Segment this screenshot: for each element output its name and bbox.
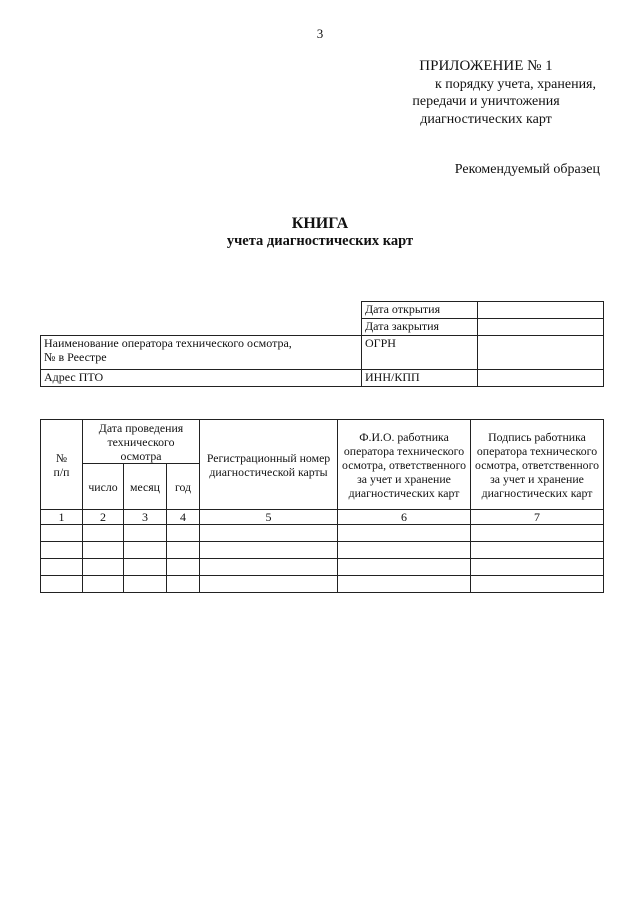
table-row xyxy=(41,542,604,559)
appendix-title: ПРИЛОЖЕНИЕ № 1 xyxy=(419,58,553,74)
inn-kpp-label: ИНН/КПП xyxy=(362,370,478,387)
table-cell[interactable] xyxy=(41,576,83,593)
table-cell[interactable] xyxy=(471,559,604,576)
table-cell[interactable] xyxy=(167,525,200,542)
appendix-line-2: передачи и уничтожения xyxy=(412,94,560,109)
table-cell[interactable] xyxy=(41,542,83,559)
inn-kpp-value[interactable] xyxy=(478,370,604,387)
page-number: 3 xyxy=(316,26,324,41)
table-cell[interactable] xyxy=(41,559,83,576)
col-header-day: число xyxy=(83,464,124,510)
table-cell[interactable] xyxy=(471,576,604,593)
appendix-line-3: диагностических карт xyxy=(420,111,552,127)
col-header-fio: Ф.И.О. работника оператора технического осмотра, ответственного за учет и хранение диагностических карт xyxy=(338,420,471,510)
table-row xyxy=(41,525,604,542)
col-header-month: месяц xyxy=(124,464,167,510)
open-date-label: Дата открытия xyxy=(362,302,478,319)
table-cell[interactable] xyxy=(167,542,200,559)
table-cell[interactable] xyxy=(124,542,167,559)
table-cell[interactable] xyxy=(200,525,338,542)
col-header-number-pp: п/п xyxy=(53,464,70,479)
table-cell[interactable] xyxy=(471,542,604,559)
table-cell[interactable] xyxy=(200,576,338,593)
col-number-3: 3 xyxy=(124,510,167,525)
close-date-label: Дата закрытия xyxy=(362,319,478,336)
col-header-reg-number: Регистрационный номер диагностической карты xyxy=(200,420,338,510)
sample-label: Рекомендуемый образец xyxy=(454,162,600,177)
col-number-5: 5 xyxy=(200,510,338,525)
address-label: Адрес ПТО xyxy=(41,370,362,387)
operator-name-cell[interactable] xyxy=(41,336,362,370)
col-number-4: 4 xyxy=(167,510,200,525)
table-cell[interactable] xyxy=(83,576,124,593)
col-number-1: 1 xyxy=(41,510,83,525)
table-cell[interactable] xyxy=(338,542,471,559)
appendix-line-1: к порядку учета, хранения, xyxy=(434,76,596,92)
col-header-number-sign: № xyxy=(55,450,68,465)
table-cell[interactable] xyxy=(200,559,338,576)
info-blank-cell xyxy=(41,319,362,336)
open-date-value[interactable] xyxy=(478,302,604,319)
col-header-year: год xyxy=(167,464,200,510)
table-row xyxy=(41,559,604,576)
col-number-6: 6 xyxy=(338,510,471,525)
table-row xyxy=(41,576,604,593)
table-cell[interactable] xyxy=(83,542,124,559)
table-cell[interactable] xyxy=(83,559,124,576)
col-header-date-group: Дата проведения технического осмотра xyxy=(83,420,200,464)
table-cell[interactable] xyxy=(124,525,167,542)
registry-number-label: № в Реестре xyxy=(44,350,107,364)
table-cell[interactable] xyxy=(83,525,124,542)
book-title: КНИГА xyxy=(291,215,349,232)
table-cell[interactable] xyxy=(167,559,200,576)
col-header-number xyxy=(41,420,83,510)
info-blank-cell xyxy=(41,302,362,319)
book-subtitle: учета диагностических карт xyxy=(226,233,414,249)
operator-name-label: Наименование оператора технического осмотра, xyxy=(44,336,292,350)
table-cell[interactable] xyxy=(167,576,200,593)
diagnostic-cards-table xyxy=(40,419,604,593)
col-header-signature: Подпись работника оператора технического осмотра, ответственного за учет и хранение диагностических карт xyxy=(471,420,604,510)
appendix-block xyxy=(376,58,596,128)
table-cell[interactable] xyxy=(338,525,471,542)
table-cell[interactable] xyxy=(471,525,604,542)
table-cell[interactable] xyxy=(200,542,338,559)
table-cell[interactable] xyxy=(338,576,471,593)
close-date-value[interactable] xyxy=(478,319,604,336)
table-cell[interactable] xyxy=(41,525,83,542)
table-cell[interactable] xyxy=(124,576,167,593)
ogrn-label: ОГРН xyxy=(362,336,478,370)
col-number-2: 2 xyxy=(83,510,124,525)
table-cell[interactable] xyxy=(338,559,471,576)
table-cell[interactable] xyxy=(124,559,167,576)
col-number-7: 7 xyxy=(471,510,604,525)
info-table xyxy=(40,301,604,387)
ogrn-value[interactable] xyxy=(478,336,604,370)
